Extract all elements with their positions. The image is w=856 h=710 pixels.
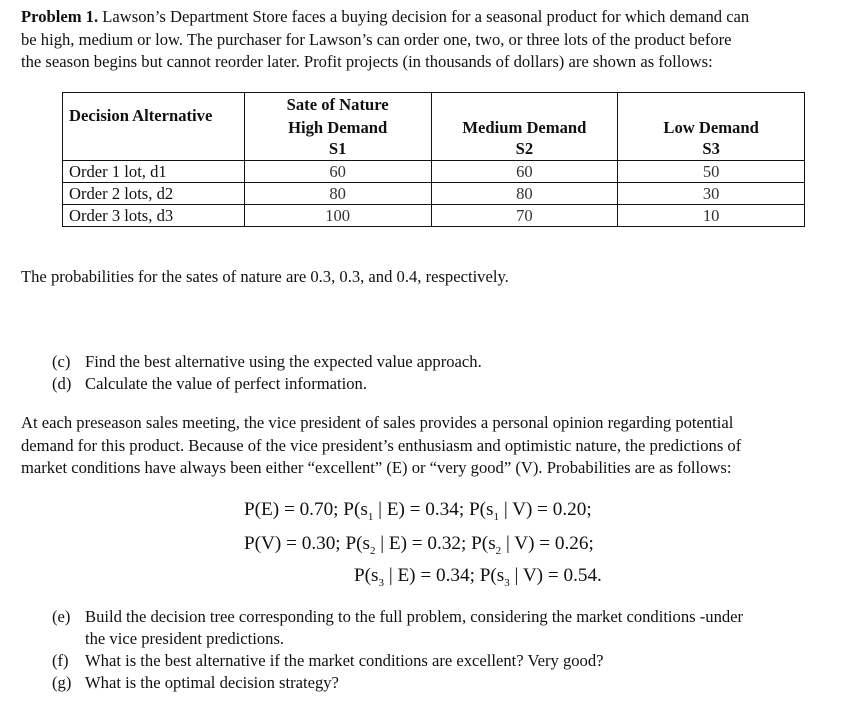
question-label-e: (e) — [52, 607, 71, 626]
intro-line-3: the season begins but cannot reorder later. Profit projects (in thousands of dollars) are shown as follows: — [21, 52, 713, 71]
formula-given-e: | E) = 0.32; — [375, 533, 467, 554]
cell-d1-s2: 60 — [431, 161, 618, 183]
formula-p-s2-v — [471, 533, 594, 557]
formula-p-s2-e — [345, 533, 467, 557]
list-item — [52, 650, 842, 672]
formula-given-v: | V) = 0.54. — [509, 565, 602, 586]
question-text-e-line-2: the vice president predictions. — [85, 629, 285, 648]
formula-line-2 — [244, 530, 594, 565]
list-item — [52, 606, 842, 650]
vice-president-paragraph — [21, 412, 841, 480]
question-label-d: (d) — [52, 374, 72, 393]
header-empty-cell — [618, 93, 805, 117]
formula-line-1 — [244, 496, 592, 531]
table-header-row-1 — [63, 93, 805, 117]
vp-line-2: demand for this product. Because of the vice president’s enthusiasm and optimistic nature, the predictions of — [21, 435, 742, 455]
formula-p-s-open: P(s — [469, 499, 494, 520]
column-code-s2: S2 — [431, 139, 618, 161]
questions-cd-list — [52, 351, 842, 395]
state-of-nature-header: Sate of Nature — [244, 93, 431, 117]
formula-given-e: | E) = 0.34; — [373, 499, 465, 520]
payoff-table — [62, 92, 805, 227]
column-header-high: High Demand — [244, 117, 431, 139]
formula-subscript: 1 — [493, 511, 500, 523]
formula-subscript: 3 — [378, 577, 385, 589]
intro-line-2: be high, medium or low. The purchaser for Lawson’s can order one, two, or three lots of the product before — [21, 29, 732, 49]
table-row — [63, 161, 805, 183]
question-text-c: Find the best alternative using the expected value approach. — [85, 352, 482, 371]
cell-d3-s2: 70 — [431, 205, 618, 227]
question-text-e — [85, 606, 842, 650]
vp-line-1: At each preseason sales meeting, the vice president of sales provides a personal opinion regarding potential — [21, 413, 734, 432]
intro-line-1-text: Lawson’s Department Store faces a buying decision for a seasonal product for which demand can — [98, 7, 750, 26]
column-code-s1: S1 — [244, 139, 431, 161]
formula-p-s-open: P(s — [354, 565, 379, 586]
header-empty-cell — [63, 139, 245, 161]
vp-line-3: market conditions have always been either “excellent” (E) or “very good” (V). Probabilities are as follows: — [21, 458, 732, 477]
problem-label: Problem 1. — [21, 7, 99, 26]
formula-subscript: 3 — [504, 577, 510, 589]
list-item — [52, 373, 842, 395]
questions-efg-list — [52, 606, 842, 694]
formula-p-s3-v — [479, 565, 602, 589]
list-item — [52, 672, 842, 694]
header-empty-cell — [431, 93, 618, 117]
question-label-f: (f) — [52, 651, 69, 670]
row-label-d2: Order 2 lots, d2 — [63, 183, 245, 205]
formula-line-3 — [354, 562, 602, 597]
formula-p-s1-e — [343, 499, 465, 523]
column-header-low: Low Demand — [618, 117, 805, 139]
formula-p-s-open: P(s — [343, 499, 368, 520]
question-label-c: (c) — [52, 352, 71, 371]
intro-paragraph — [21, 6, 841, 74]
table-header-row-3 — [63, 139, 805, 161]
probabilities-sentence — [21, 266, 841, 289]
question-text-f: What is the best alternative if the market conditions are excellent? Very good? — [85, 651, 604, 670]
formula-given-v: | V) = 0.20; — [499, 499, 592, 520]
cell-d2-s1: 80 — [244, 183, 431, 205]
question-text-g: What is the optimal decision strategy? — [85, 673, 339, 692]
cell-d3-s1: 100 — [244, 205, 431, 227]
formula-given-e: | E) = 0.34; — [384, 565, 475, 586]
formula-p-s-open: P(s — [479, 565, 505, 586]
table-row — [63, 183, 805, 205]
formula-p-s-open: P(s — [471, 533, 496, 554]
formula-p-v: P(V) = 0.30; — [244, 533, 341, 554]
decision-alternative-header: Decision Alternative — [63, 93, 245, 139]
cell-d3-s3: 10 — [618, 205, 805, 227]
formula-subscript: 1 — [367, 511, 374, 523]
formula-subscript: 2 — [495, 545, 502, 557]
column-header-medium: Medium Demand — [431, 117, 618, 139]
formula-p-s1-v — [469, 499, 592, 523]
table-row — [63, 205, 805, 227]
question-label-g: (g) — [52, 673, 72, 692]
formula-p-s3-e — [354, 565, 475, 589]
cell-d2-s3: 30 — [618, 183, 805, 205]
formula-given-v: | V) = 0.26; — [501, 533, 594, 554]
formula-p-s-open: P(s — [345, 533, 370, 554]
probabilities-text: The probabilities for the sates of nature are 0.3, 0.3, and 0.4, respectively. — [21, 267, 509, 286]
cell-d2-s2: 80 — [431, 183, 618, 205]
list-item — [52, 351, 842, 373]
formula-subscript: 2 — [369, 545, 376, 557]
question-text-e-line-1: Build the decision tree corresponding to the full problem, considering the market conditions -under — [85, 607, 744, 626]
row-label-d1: Order 1 lot, d1 — [63, 161, 245, 183]
cell-d1-s3: 50 — [618, 161, 805, 183]
question-text-d: Calculate the value of perfect information. — [85, 374, 367, 393]
row-label-d3: Order 3 lots, d3 — [63, 205, 245, 227]
column-code-s3: S3 — [618, 139, 805, 161]
intro-line-1 — [21, 6, 841, 29]
formula-p-e: P(E) = 0.70; — [244, 499, 339, 520]
cell-d1-s1: 60 — [244, 161, 431, 183]
